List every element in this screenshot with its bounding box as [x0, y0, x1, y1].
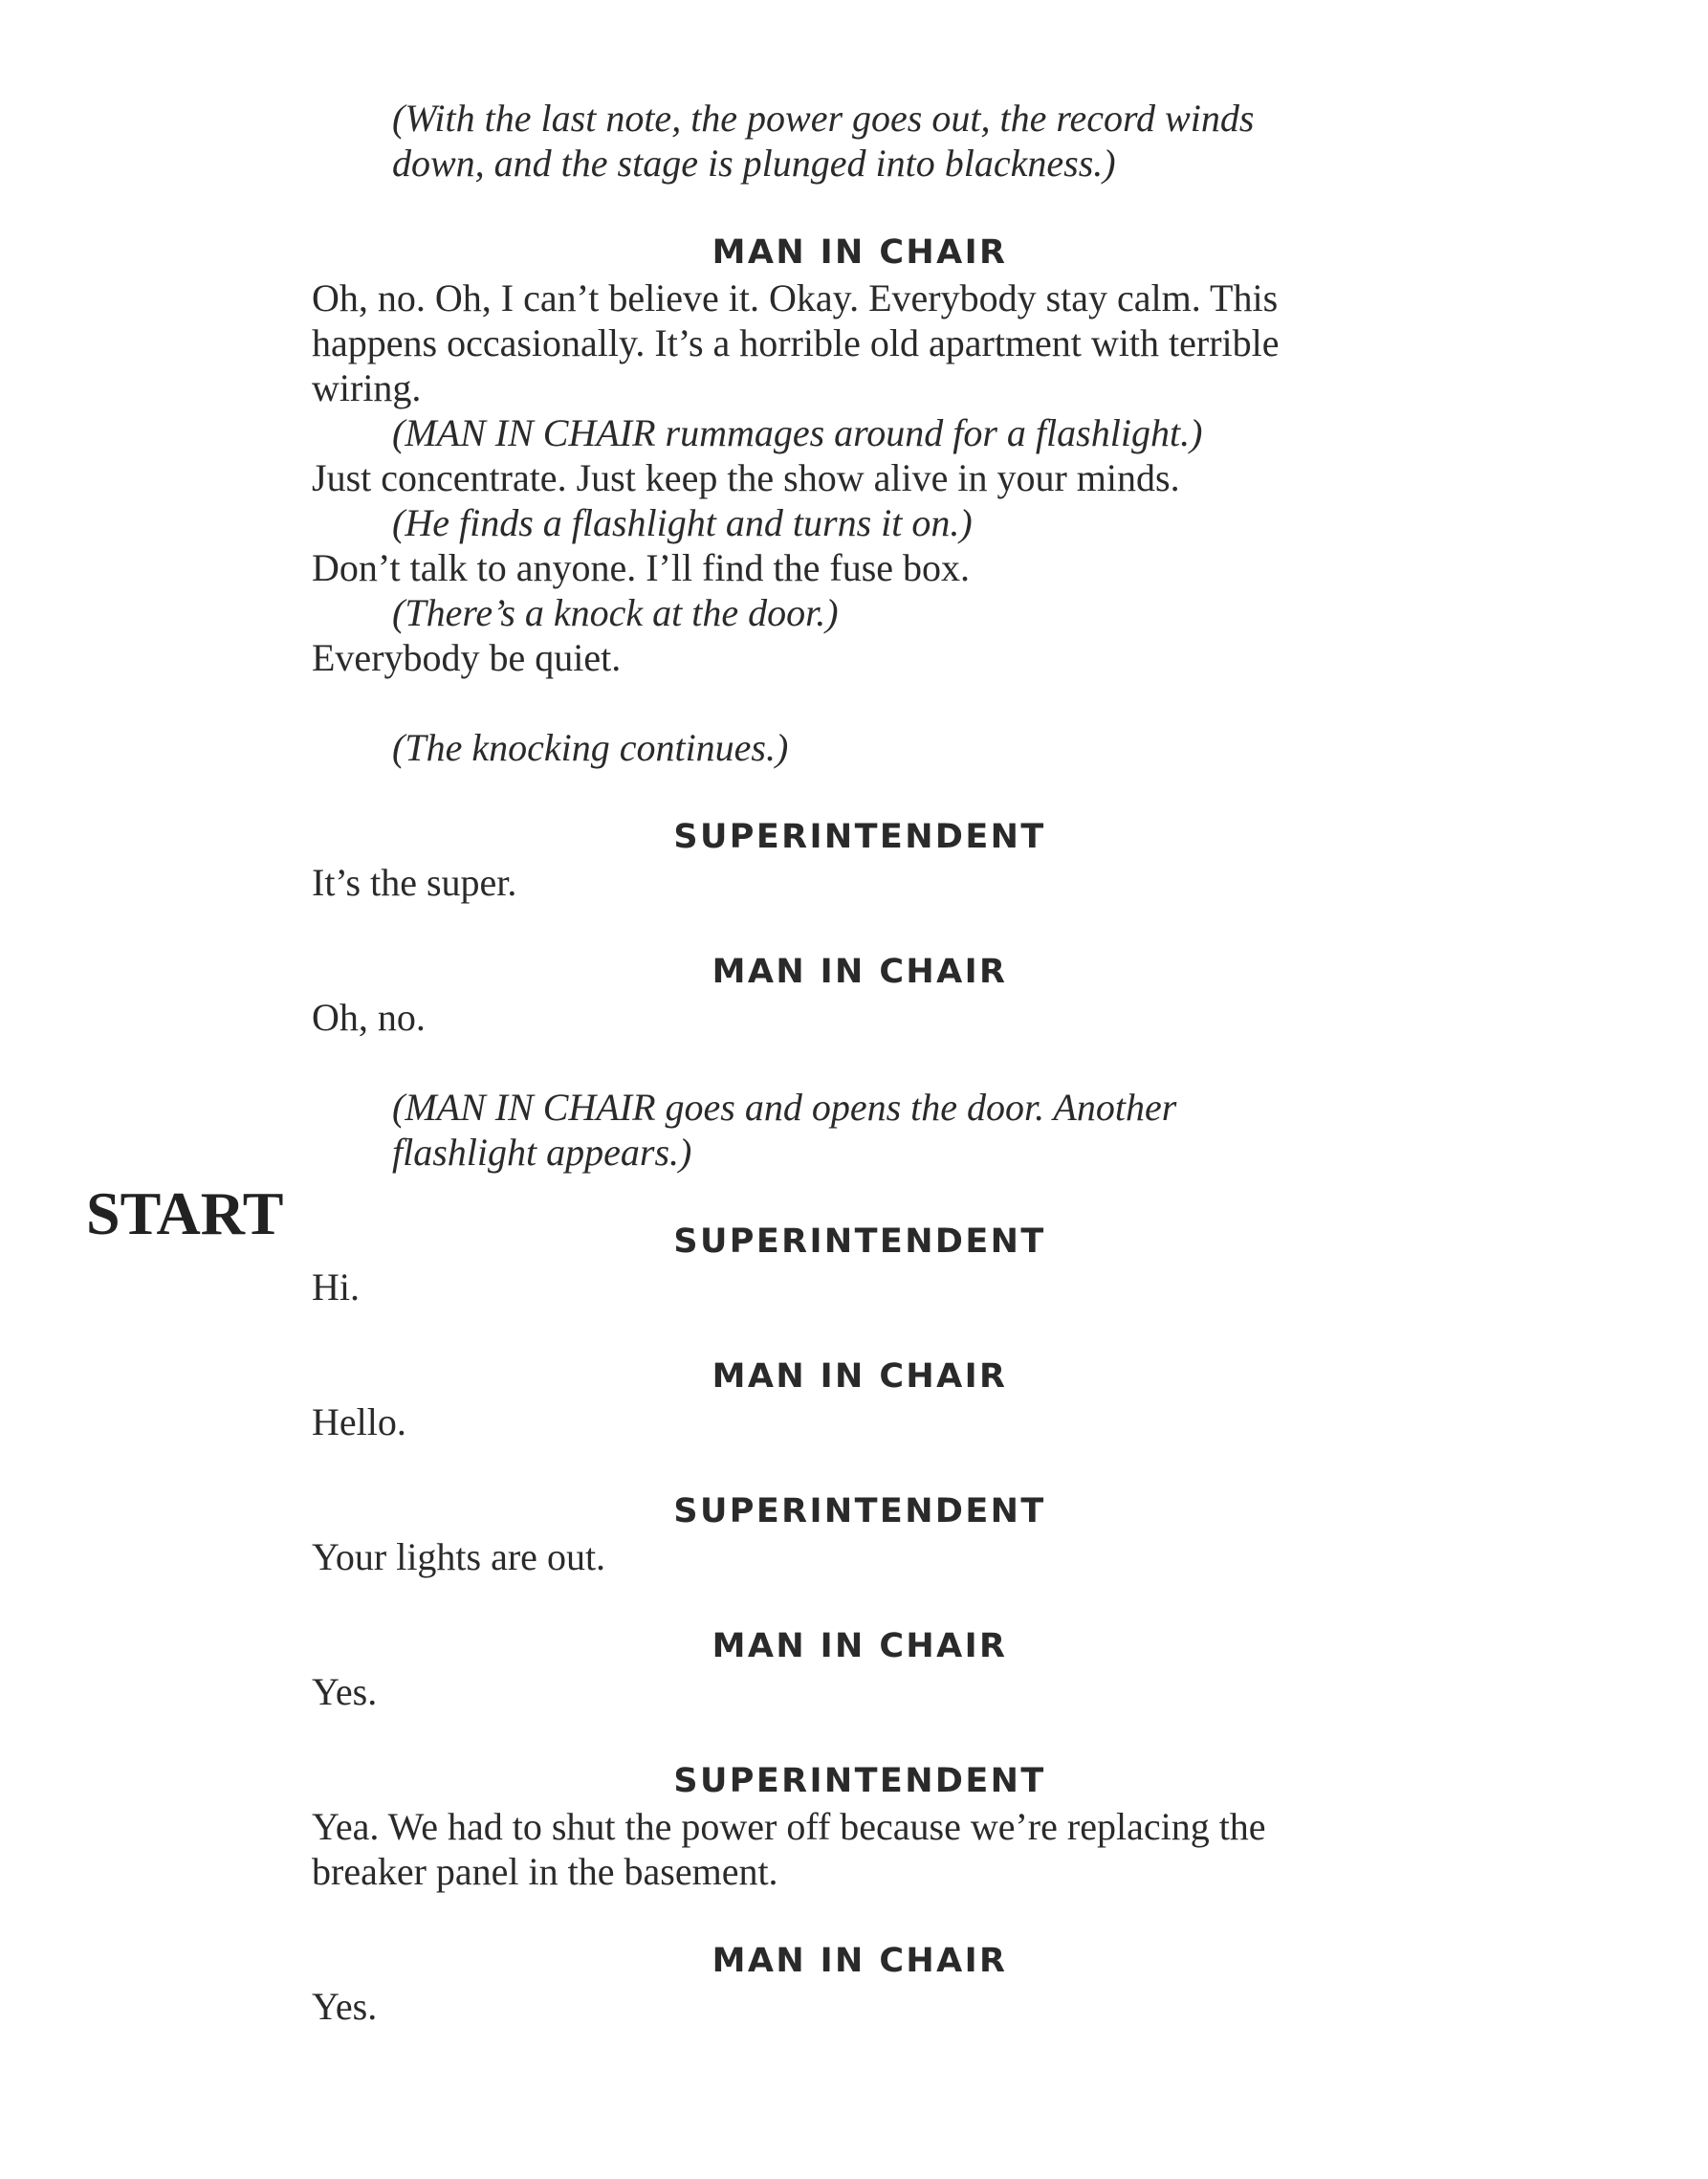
dialogue: Just concentrate. Just keep the show alive in your minds. — [312, 456, 1180, 499]
dialogue — [312, 1804, 1507, 1894]
spacer — [312, 1579, 1507, 1624]
dialogue: Don’t talk to anyone. I’ll find the fuse box. — [312, 546, 971, 589]
stage-direction: (MAN IN CHAIR rummages around for a flashlight.) — [392, 411, 1203, 454]
stage-direction — [392, 96, 1396, 186]
spacer — [312, 1714, 1507, 1759]
dialogue-line: wiring. — [312, 366, 422, 409]
dialogue-line: Oh, no. Oh, I can’t believe it. Okay. Everybody stay calm. This — [312, 276, 1279, 319]
dialogue: Yes. — [312, 1670, 378, 1713]
stage-direction: (The knocking continues.) — [392, 726, 789, 769]
start-marker: START — [86, 1179, 284, 1247]
character-name: MAN IN CHAIR — [712, 953, 1008, 991]
spacer — [312, 1310, 1507, 1354]
spacer — [312, 680, 1507, 725]
dialogue-line: happens occasionally. It’s a horrible old apartment with terrible — [312, 321, 1280, 364]
character-name: MAN IN CHAIR — [712, 233, 1008, 272]
spacer — [312, 1040, 1507, 1085]
dialogue-line: breaker panel in the basement. — [312, 1850, 778, 1893]
character-name: SUPERINTENDENT — [673, 1222, 1046, 1261]
stage-direction: (There’s a knock at the door.) — [392, 591, 839, 634]
character-name: MAN IN CHAIR — [712, 1357, 1008, 1396]
dialogue — [312, 275, 1507, 410]
character-name: MAN IN CHAIR — [712, 1942, 1008, 1980]
dialogue: Oh, no. — [312, 996, 426, 1039]
stage-direction-line: flashlight appears.) — [392, 1131, 692, 1174]
dialogue: It’s the super. — [312, 861, 517, 904]
stage-direction-line: down, and the stage is plunged into blackness.) — [392, 142, 1116, 185]
character-name: SUPERINTENDENT — [673, 818, 1046, 856]
spacer — [312, 905, 1507, 950]
character-name: MAN IN CHAIR — [712, 1627, 1008, 1665]
spacer — [312, 1894, 1507, 1939]
dialogue-line: Yea. We had to shut the power off because we’re replacing the — [312, 1805, 1266, 1848]
spacer — [312, 770, 1507, 815]
stage-direction-line: (With the last note, the power goes out, the record winds — [392, 97, 1255, 140]
character-name: SUPERINTENDENT — [673, 1492, 1046, 1530]
dialogue: Hello. — [312, 1400, 406, 1443]
character-name: SUPERINTENDENT — [673, 1762, 1046, 1800]
dialogue: Your lights are out. — [312, 1535, 606, 1578]
dialogue: Yes. — [312, 1985, 378, 2028]
spacer — [312, 186, 1507, 231]
script-body — [312, 96, 1507, 2029]
stage-direction: (He finds a flashlight and turns it on.) — [392, 501, 973, 544]
spacer — [312, 1444, 1507, 1489]
dialogue: Everybody be quiet. — [312, 636, 622, 679]
stage-direction-line: (MAN IN CHAIR goes and opens the door. Another — [392, 1086, 1177, 1129]
stage-direction — [392, 1085, 1396, 1175]
dialogue: Hi. — [312, 1266, 360, 1309]
spacer — [312, 1175, 1507, 1220]
